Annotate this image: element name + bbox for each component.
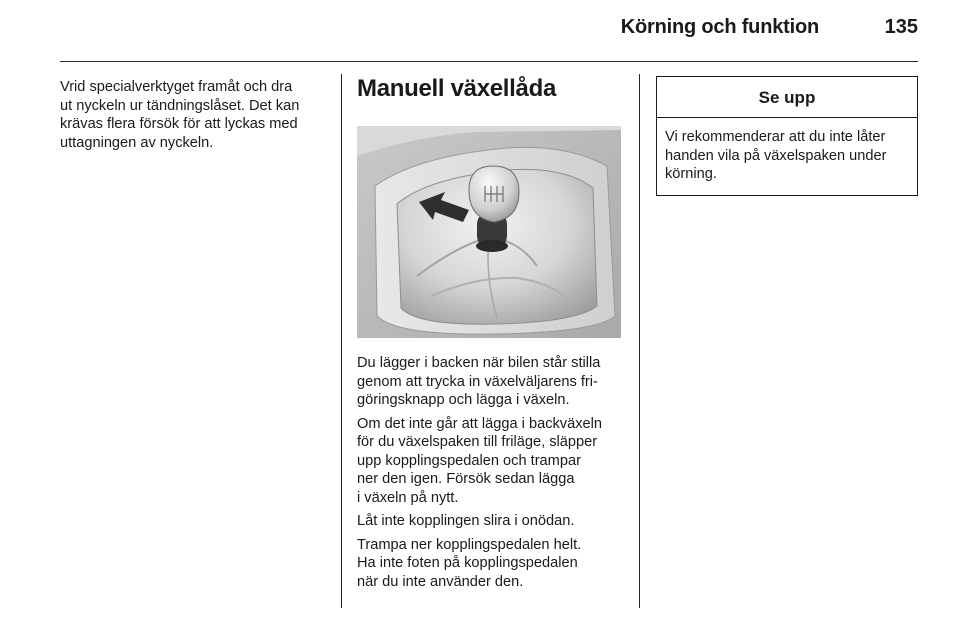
text-line: uttagningen av nyckeln.: [60, 134, 214, 151]
text-line: genom att trycka in växelväljarens fri-: [357, 373, 598, 390]
body-paragraph: [357, 536, 623, 592]
text-line: handen vila på växelspaken under: [665, 147, 887, 164]
caution-heading: Se upp: [657, 77, 917, 118]
text-line: Vrid specialverktyget framåt och dra: [60, 79, 293, 95]
text-line: Trampa ner kopplingspedalen helt.: [357, 536, 582, 553]
text-line: för du växelspaken till friläge, släpper: [357, 434, 598, 450]
text-line: ner den igen. Försök sedan lägga: [357, 471, 575, 487]
text-line: Ha inte foten på kopplingspedalen: [357, 555, 578, 571]
text-line: krävas flera försök för att lyckas med: [60, 116, 298, 132]
text-line: Vi rekommenderar att du inte låter: [665, 129, 886, 145]
column-middle: [357, 74, 623, 596]
gear-lever-illustration: [357, 126, 621, 338]
section-title: Manuell växellåda: [357, 75, 556, 102]
text-line: i växeln på nytt.: [357, 489, 459, 506]
caution-body: [657, 118, 917, 195]
text-line: upp kopplingspedalen och trampar: [357, 452, 581, 469]
running-header-title: Körning och funktion: [620, 16, 819, 38]
text-line: ut nyckeln ur tändningslåset. Det kan: [60, 97, 300, 114]
column-left: [60, 78, 332, 157]
body-paragraph: [357, 415, 623, 508]
page-number: 135: [884, 16, 918, 38]
body-paragraph: [60, 78, 332, 152]
caution-text: [665, 128, 909, 184]
text-line: göringsknapp och lägga i växeln.: [357, 392, 570, 408]
text-line: Om det inte går att lägga i backväxeln: [357, 415, 602, 432]
text-line: Du lägger i backen när bilen står stilla: [357, 355, 601, 371]
text-line: när du inte använder den.: [357, 573, 524, 590]
caution-box: [656, 76, 918, 196]
body-paragraph: [357, 354, 623, 410]
body-paragraph: [357, 512, 623, 531]
header-rule: [60, 61, 918, 62]
text-line: körning.: [665, 166, 717, 182]
column-divider-right: [639, 74, 640, 608]
column-right: [656, 76, 918, 196]
column-divider-left: [341, 74, 342, 608]
text-line: Låt inte kopplingen slira i onödan.: [357, 513, 575, 529]
